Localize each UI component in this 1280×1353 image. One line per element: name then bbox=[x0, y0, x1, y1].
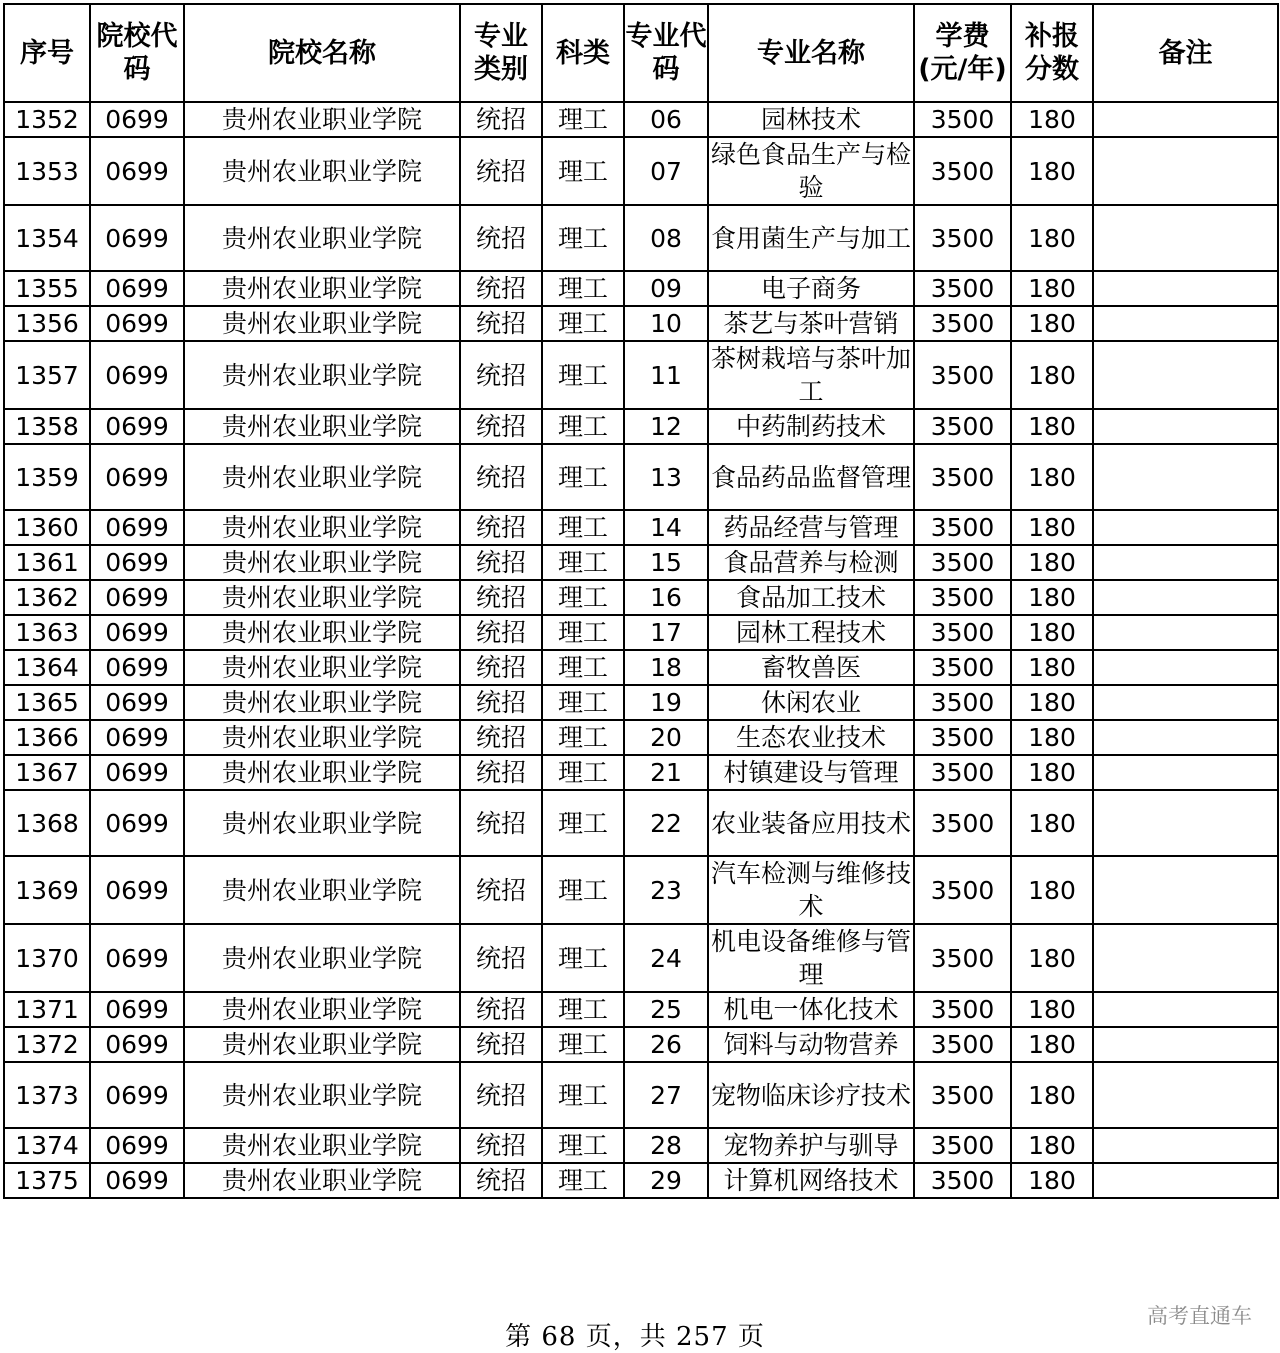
cell-category: 统招 bbox=[460, 102, 542, 137]
table-row bbox=[4, 755, 1278, 790]
cell-school-name: 贵州农业职业学院 bbox=[184, 409, 460, 444]
header-school-name: 院校名称 bbox=[184, 4, 460, 102]
cell-note bbox=[1093, 720, 1278, 755]
cell-subject: 理工 bbox=[542, 205, 624, 271]
cell-school-code: 0699 bbox=[90, 1062, 184, 1128]
cell-school-code: 0699 bbox=[90, 1027, 184, 1062]
cell-school-name: 贵州农业职业学院 bbox=[184, 341, 460, 409]
cell-tuition: 3500 bbox=[914, 1027, 1011, 1062]
cell-seq: 1367 bbox=[4, 755, 90, 790]
table-row bbox=[4, 444, 1278, 510]
cell-category: 统招 bbox=[460, 992, 542, 1027]
cell-category: 统招 bbox=[460, 409, 542, 444]
cell-school-code: 0699 bbox=[90, 409, 184, 444]
cell-note bbox=[1093, 790, 1278, 856]
cell-score: 180 bbox=[1011, 685, 1093, 720]
cell-score: 180 bbox=[1011, 306, 1093, 341]
cell-note bbox=[1093, 924, 1278, 992]
cell-school-code: 0699 bbox=[90, 992, 184, 1027]
cell-category: 统招 bbox=[460, 924, 542, 992]
cell-subject: 理工 bbox=[542, 102, 624, 137]
cell-category: 统招 bbox=[460, 137, 542, 205]
cell-category: 统招 bbox=[460, 790, 542, 856]
cell-school-name: 贵州农业职业学院 bbox=[184, 102, 460, 137]
cell-tuition: 3500 bbox=[914, 1062, 1011, 1128]
cell-score: 180 bbox=[1011, 1128, 1093, 1163]
cell-major-code: 15 bbox=[624, 545, 708, 580]
header-category: 专业类别 bbox=[460, 4, 542, 102]
cell-subject: 理工 bbox=[542, 992, 624, 1027]
cell-major-code: 19 bbox=[624, 685, 708, 720]
cell-subject: 理工 bbox=[542, 271, 624, 306]
cell-major-name: 畜牧兽医 bbox=[708, 650, 914, 685]
cell-score: 180 bbox=[1011, 444, 1093, 510]
cell-school-code: 0699 bbox=[90, 580, 184, 615]
cell-major-code: 26 bbox=[624, 1027, 708, 1062]
cell-school-name: 贵州农业职业学院 bbox=[184, 306, 460, 341]
table-row bbox=[4, 650, 1278, 685]
cell-tuition: 3500 bbox=[914, 992, 1011, 1027]
cell-seq: 1362 bbox=[4, 580, 90, 615]
table-row bbox=[4, 720, 1278, 755]
header-major-code: 专业代码 bbox=[624, 4, 708, 102]
cell-tuition: 3500 bbox=[914, 205, 1011, 271]
table-row bbox=[4, 306, 1278, 341]
cell-subject: 理工 bbox=[542, 444, 624, 510]
cell-school-code: 0699 bbox=[90, 444, 184, 510]
cell-major-code: 18 bbox=[624, 650, 708, 685]
cell-note bbox=[1093, 1027, 1278, 1062]
cell-category: 统招 bbox=[460, 306, 542, 341]
cell-note bbox=[1093, 137, 1278, 205]
cell-score: 180 bbox=[1011, 205, 1093, 271]
cell-major-name: 农业装备应用技术 bbox=[708, 790, 914, 856]
cell-note bbox=[1093, 1163, 1278, 1198]
cell-subject: 理工 bbox=[542, 306, 624, 341]
cell-note bbox=[1093, 205, 1278, 271]
cell-category: 统招 bbox=[460, 650, 542, 685]
cell-major-code: 22 bbox=[624, 790, 708, 856]
cell-score: 180 bbox=[1011, 992, 1093, 1027]
cell-school-name: 贵州农业职业学院 bbox=[184, 720, 460, 755]
cell-major-name: 生态农业技术 bbox=[708, 720, 914, 755]
cell-subject: 理工 bbox=[542, 615, 624, 650]
cell-school-code: 0699 bbox=[90, 102, 184, 137]
table-row bbox=[4, 790, 1278, 856]
cell-major-name: 汽车检测与维修技术 bbox=[708, 856, 914, 924]
cell-seq: 1355 bbox=[4, 271, 90, 306]
cell-major-name: 食用菌生产与加工 bbox=[708, 205, 914, 271]
watermark-text: 高考直通车 bbox=[1147, 1304, 1252, 1328]
cell-major-code: 11 bbox=[624, 341, 708, 409]
cell-tuition: 3500 bbox=[914, 580, 1011, 615]
cell-major-name: 机电设备维修与管理 bbox=[708, 924, 914, 992]
cell-school-code: 0699 bbox=[90, 720, 184, 755]
cell-score: 180 bbox=[1011, 1163, 1093, 1198]
cell-category: 统招 bbox=[460, 444, 542, 510]
cell-school-code: 0699 bbox=[90, 1128, 184, 1163]
cell-score: 180 bbox=[1011, 755, 1093, 790]
cell-tuition: 3500 bbox=[914, 1128, 1011, 1163]
cell-major-code: 10 bbox=[624, 306, 708, 341]
cell-seq: 1364 bbox=[4, 650, 90, 685]
cell-score: 180 bbox=[1011, 720, 1093, 755]
page-number: 第 68 页，共 257 页 bbox=[505, 1322, 765, 1352]
admission-table bbox=[3, 3, 1279, 1199]
cell-note bbox=[1093, 409, 1278, 444]
cell-subject: 理工 bbox=[542, 545, 624, 580]
cell-major-code: 24 bbox=[624, 924, 708, 992]
cell-seq: 1352 bbox=[4, 102, 90, 137]
cell-seq: 1361 bbox=[4, 545, 90, 580]
cell-school-name: 贵州农业职业学院 bbox=[184, 1027, 460, 1062]
cell-major-name: 食品加工技术 bbox=[708, 580, 914, 615]
cell-note bbox=[1093, 510, 1278, 545]
cell-major-name: 中药制药技术 bbox=[708, 409, 914, 444]
cell-seq: 1368 bbox=[4, 790, 90, 856]
table-body bbox=[4, 102, 1278, 1198]
table-row bbox=[4, 856, 1278, 924]
cell-school-code: 0699 bbox=[90, 205, 184, 271]
table-row bbox=[4, 137, 1278, 205]
cell-subject: 理工 bbox=[542, 137, 624, 205]
cell-major-name: 园林技术 bbox=[708, 102, 914, 137]
cell-school-code: 0699 bbox=[90, 545, 184, 580]
table-row bbox=[4, 102, 1278, 137]
cell-note bbox=[1093, 755, 1278, 790]
header-school-code: 院校代码 bbox=[90, 4, 184, 102]
cell-tuition: 3500 bbox=[914, 790, 1011, 856]
cell-category: 统招 bbox=[460, 545, 542, 580]
cell-school-code: 0699 bbox=[90, 271, 184, 306]
cell-category: 统招 bbox=[460, 271, 542, 306]
cell-score: 180 bbox=[1011, 580, 1093, 615]
cell-school-code: 0699 bbox=[90, 856, 184, 924]
cell-score: 180 bbox=[1011, 615, 1093, 650]
cell-score: 180 bbox=[1011, 409, 1093, 444]
table-row bbox=[4, 1027, 1278, 1062]
cell-school-name: 贵州农业职业学院 bbox=[184, 755, 460, 790]
cell-seq: 1353 bbox=[4, 137, 90, 205]
table-row bbox=[4, 685, 1278, 720]
cell-seq: 1375 bbox=[4, 1163, 90, 1198]
cell-score: 180 bbox=[1011, 650, 1093, 685]
cell-tuition: 3500 bbox=[914, 306, 1011, 341]
cell-note bbox=[1093, 685, 1278, 720]
cell-note bbox=[1093, 102, 1278, 137]
cell-major-code: 09 bbox=[624, 271, 708, 306]
cell-note bbox=[1093, 615, 1278, 650]
cell-subject: 理工 bbox=[542, 720, 624, 755]
cell-category: 统招 bbox=[460, 341, 542, 409]
cell-category: 统招 bbox=[460, 755, 542, 790]
cell-note bbox=[1093, 856, 1278, 924]
cell-school-name: 贵州农业职业学院 bbox=[184, 137, 460, 205]
cell-school-code: 0699 bbox=[90, 306, 184, 341]
cell-major-code: 21 bbox=[624, 755, 708, 790]
cell-tuition: 3500 bbox=[914, 137, 1011, 205]
cell-seq: 1363 bbox=[4, 615, 90, 650]
cell-score: 180 bbox=[1011, 856, 1093, 924]
cell-subject: 理工 bbox=[542, 1027, 624, 1062]
cell-category: 统招 bbox=[460, 580, 542, 615]
cell-category: 统招 bbox=[460, 1062, 542, 1128]
cell-note bbox=[1093, 992, 1278, 1027]
cell-subject: 理工 bbox=[542, 755, 624, 790]
cell-school-name: 贵州农业职业学院 bbox=[184, 1062, 460, 1128]
cell-seq: 1371 bbox=[4, 992, 90, 1027]
cell-note bbox=[1093, 1128, 1278, 1163]
cell-major-code: 17 bbox=[624, 615, 708, 650]
cell-category: 统招 bbox=[460, 615, 542, 650]
cell-tuition: 3500 bbox=[914, 685, 1011, 720]
cell-major-name: 茶艺与茶叶营销 bbox=[708, 306, 914, 341]
cell-note bbox=[1093, 341, 1278, 409]
cell-score: 180 bbox=[1011, 271, 1093, 306]
header-note: 备注 bbox=[1093, 4, 1278, 102]
cell-seq: 1374 bbox=[4, 1128, 90, 1163]
cell-seq: 1358 bbox=[4, 409, 90, 444]
cell-major-code: 20 bbox=[624, 720, 708, 755]
cell-subject: 理工 bbox=[542, 856, 624, 924]
table-row bbox=[4, 1163, 1278, 1198]
cell-tuition: 3500 bbox=[914, 615, 1011, 650]
cell-major-code: 12 bbox=[624, 409, 708, 444]
table-row bbox=[4, 409, 1278, 444]
cell-tuition: 3500 bbox=[914, 856, 1011, 924]
table-row bbox=[4, 1062, 1278, 1128]
cell-category: 统招 bbox=[460, 1163, 542, 1198]
cell-note bbox=[1093, 271, 1278, 306]
cell-school-name: 贵州农业职业学院 bbox=[184, 992, 460, 1027]
cell-major-name: 计算机网络技术 bbox=[708, 1163, 914, 1198]
table-row bbox=[4, 992, 1278, 1027]
header-major-name: 专业名称 bbox=[708, 4, 914, 102]
cell-note bbox=[1093, 545, 1278, 580]
table-row bbox=[4, 924, 1278, 992]
cell-school-code: 0699 bbox=[90, 685, 184, 720]
cell-tuition: 3500 bbox=[914, 755, 1011, 790]
cell-school-code: 0699 bbox=[90, 1163, 184, 1198]
cell-major-code: 07 bbox=[624, 137, 708, 205]
table-row bbox=[4, 205, 1278, 271]
cell-school-name: 贵州农业职业学院 bbox=[184, 205, 460, 271]
cell-school-name: 贵州农业职业学院 bbox=[184, 580, 460, 615]
cell-major-name: 绿色食品生产与检验 bbox=[708, 137, 914, 205]
cell-school-name: 贵州农业职业学院 bbox=[184, 650, 460, 685]
cell-tuition: 3500 bbox=[914, 271, 1011, 306]
cell-school-code: 0699 bbox=[90, 341, 184, 409]
cell-major-code: 13 bbox=[624, 444, 708, 510]
table-row bbox=[4, 271, 1278, 306]
cell-tuition: 3500 bbox=[914, 1163, 1011, 1198]
cell-note bbox=[1093, 650, 1278, 685]
cell-category: 统招 bbox=[460, 685, 542, 720]
cell-note bbox=[1093, 1062, 1278, 1128]
cell-score: 180 bbox=[1011, 1062, 1093, 1128]
cell-school-code: 0699 bbox=[90, 137, 184, 205]
cell-note bbox=[1093, 580, 1278, 615]
cell-school-code: 0699 bbox=[90, 650, 184, 685]
cell-subject: 理工 bbox=[542, 790, 624, 856]
cell-school-code: 0699 bbox=[90, 510, 184, 545]
table-row bbox=[4, 580, 1278, 615]
cell-major-name: 机电一体化技术 bbox=[708, 992, 914, 1027]
cell-major-name: 食品药品监督管理 bbox=[708, 444, 914, 510]
cell-subject: 理工 bbox=[542, 1062, 624, 1128]
cell-major-code: 16 bbox=[624, 580, 708, 615]
cell-seq: 1366 bbox=[4, 720, 90, 755]
cell-subject: 理工 bbox=[542, 1128, 624, 1163]
cell-subject: 理工 bbox=[542, 409, 624, 444]
cell-school-name: 贵州农业职业学院 bbox=[184, 444, 460, 510]
cell-school-code: 0699 bbox=[90, 924, 184, 992]
cell-score: 180 bbox=[1011, 102, 1093, 137]
cell-tuition: 3500 bbox=[914, 720, 1011, 755]
cell-category: 统招 bbox=[460, 205, 542, 271]
cell-major-name: 村镇建设与管理 bbox=[708, 755, 914, 790]
cell-major-code: 08 bbox=[624, 205, 708, 271]
cell-school-name: 贵州农业职业学院 bbox=[184, 510, 460, 545]
cell-major-name: 休闲农业 bbox=[708, 685, 914, 720]
header-tuition: 学费(元/年) bbox=[914, 4, 1011, 102]
cell-category: 统招 bbox=[460, 1128, 542, 1163]
cell-score: 180 bbox=[1011, 1027, 1093, 1062]
cell-seq: 1373 bbox=[4, 1062, 90, 1128]
cell-seq: 1360 bbox=[4, 510, 90, 545]
cell-score: 180 bbox=[1011, 790, 1093, 856]
cell-major-name: 园林工程技术 bbox=[708, 615, 914, 650]
cell-major-code: 27 bbox=[624, 1062, 708, 1128]
cell-school-name: 贵州农业职业学院 bbox=[184, 856, 460, 924]
cell-school-code: 0699 bbox=[90, 790, 184, 856]
cell-major-code: 14 bbox=[624, 510, 708, 545]
cell-note bbox=[1093, 444, 1278, 510]
cell-score: 180 bbox=[1011, 137, 1093, 205]
cell-major-name: 药品经营与管理 bbox=[708, 510, 914, 545]
cell-major-code: 06 bbox=[624, 102, 708, 137]
cell-category: 统招 bbox=[460, 1027, 542, 1062]
cell-tuition: 3500 bbox=[914, 924, 1011, 992]
cell-tuition: 3500 bbox=[914, 102, 1011, 137]
cell-major-code: 29 bbox=[624, 1163, 708, 1198]
table-row bbox=[4, 615, 1278, 650]
cell-major-code: 28 bbox=[624, 1128, 708, 1163]
cell-school-name: 贵州农业职业学院 bbox=[184, 545, 460, 580]
cell-score: 180 bbox=[1011, 545, 1093, 580]
cell-seq: 1357 bbox=[4, 341, 90, 409]
cell-school-name: 贵州农业职业学院 bbox=[184, 271, 460, 306]
cell-subject: 理工 bbox=[542, 580, 624, 615]
cell-seq: 1369 bbox=[4, 856, 90, 924]
cell-major-name: 茶树栽培与茶叶加工 bbox=[708, 341, 914, 409]
cell-subject: 理工 bbox=[542, 650, 624, 685]
cell-major-name: 电子商务 bbox=[708, 271, 914, 306]
cell-subject: 理工 bbox=[542, 685, 624, 720]
cell-category: 统招 bbox=[460, 510, 542, 545]
cell-school-name: 贵州农业职业学院 bbox=[184, 685, 460, 720]
cell-school-code: 0699 bbox=[90, 755, 184, 790]
cell-school-name: 贵州农业职业学院 bbox=[184, 924, 460, 992]
cell-subject: 理工 bbox=[542, 924, 624, 992]
header-row bbox=[4, 4, 1278, 102]
cell-subject: 理工 bbox=[542, 1163, 624, 1198]
cell-category: 统招 bbox=[460, 720, 542, 755]
cell-seq: 1356 bbox=[4, 306, 90, 341]
cell-seq: 1370 bbox=[4, 924, 90, 992]
cell-score: 180 bbox=[1011, 510, 1093, 545]
cell-tuition: 3500 bbox=[914, 341, 1011, 409]
cell-tuition: 3500 bbox=[914, 650, 1011, 685]
table-row bbox=[4, 510, 1278, 545]
table-row bbox=[4, 545, 1278, 580]
header-seq: 序号 bbox=[4, 4, 90, 102]
cell-score: 180 bbox=[1011, 341, 1093, 409]
table-row bbox=[4, 341, 1278, 409]
cell-school-name: 贵州农业职业学院 bbox=[184, 1128, 460, 1163]
header-subject: 科类 bbox=[542, 4, 624, 102]
cell-tuition: 3500 bbox=[914, 510, 1011, 545]
cell-subject: 理工 bbox=[542, 510, 624, 545]
cell-seq: 1372 bbox=[4, 1027, 90, 1062]
cell-major-name: 宠物养护与驯导 bbox=[708, 1128, 914, 1163]
cell-score: 180 bbox=[1011, 924, 1093, 992]
cell-school-name: 贵州农业职业学院 bbox=[184, 790, 460, 856]
cell-note bbox=[1093, 306, 1278, 341]
cell-subject: 理工 bbox=[542, 341, 624, 409]
cell-major-name: 饲料与动物营养 bbox=[708, 1027, 914, 1062]
cell-major-name: 食品营养与检测 bbox=[708, 545, 914, 580]
cell-seq: 1354 bbox=[4, 205, 90, 271]
cell-major-code: 23 bbox=[624, 856, 708, 924]
cell-school-code: 0699 bbox=[90, 615, 184, 650]
cell-school-name: 贵州农业职业学院 bbox=[184, 1163, 460, 1198]
cell-school-name: 贵州农业职业学院 bbox=[184, 615, 460, 650]
table-row bbox=[4, 1128, 1278, 1163]
cell-tuition: 3500 bbox=[914, 444, 1011, 510]
cell-tuition: 3500 bbox=[914, 409, 1011, 444]
cell-category: 统招 bbox=[460, 856, 542, 924]
cell-major-name: 宠物临床诊疗技术 bbox=[708, 1062, 914, 1128]
cell-seq: 1365 bbox=[4, 685, 90, 720]
cell-major-code: 25 bbox=[624, 992, 708, 1027]
cell-tuition: 3500 bbox=[914, 545, 1011, 580]
header-score: 补报分数 bbox=[1011, 4, 1093, 102]
cell-seq: 1359 bbox=[4, 444, 90, 510]
